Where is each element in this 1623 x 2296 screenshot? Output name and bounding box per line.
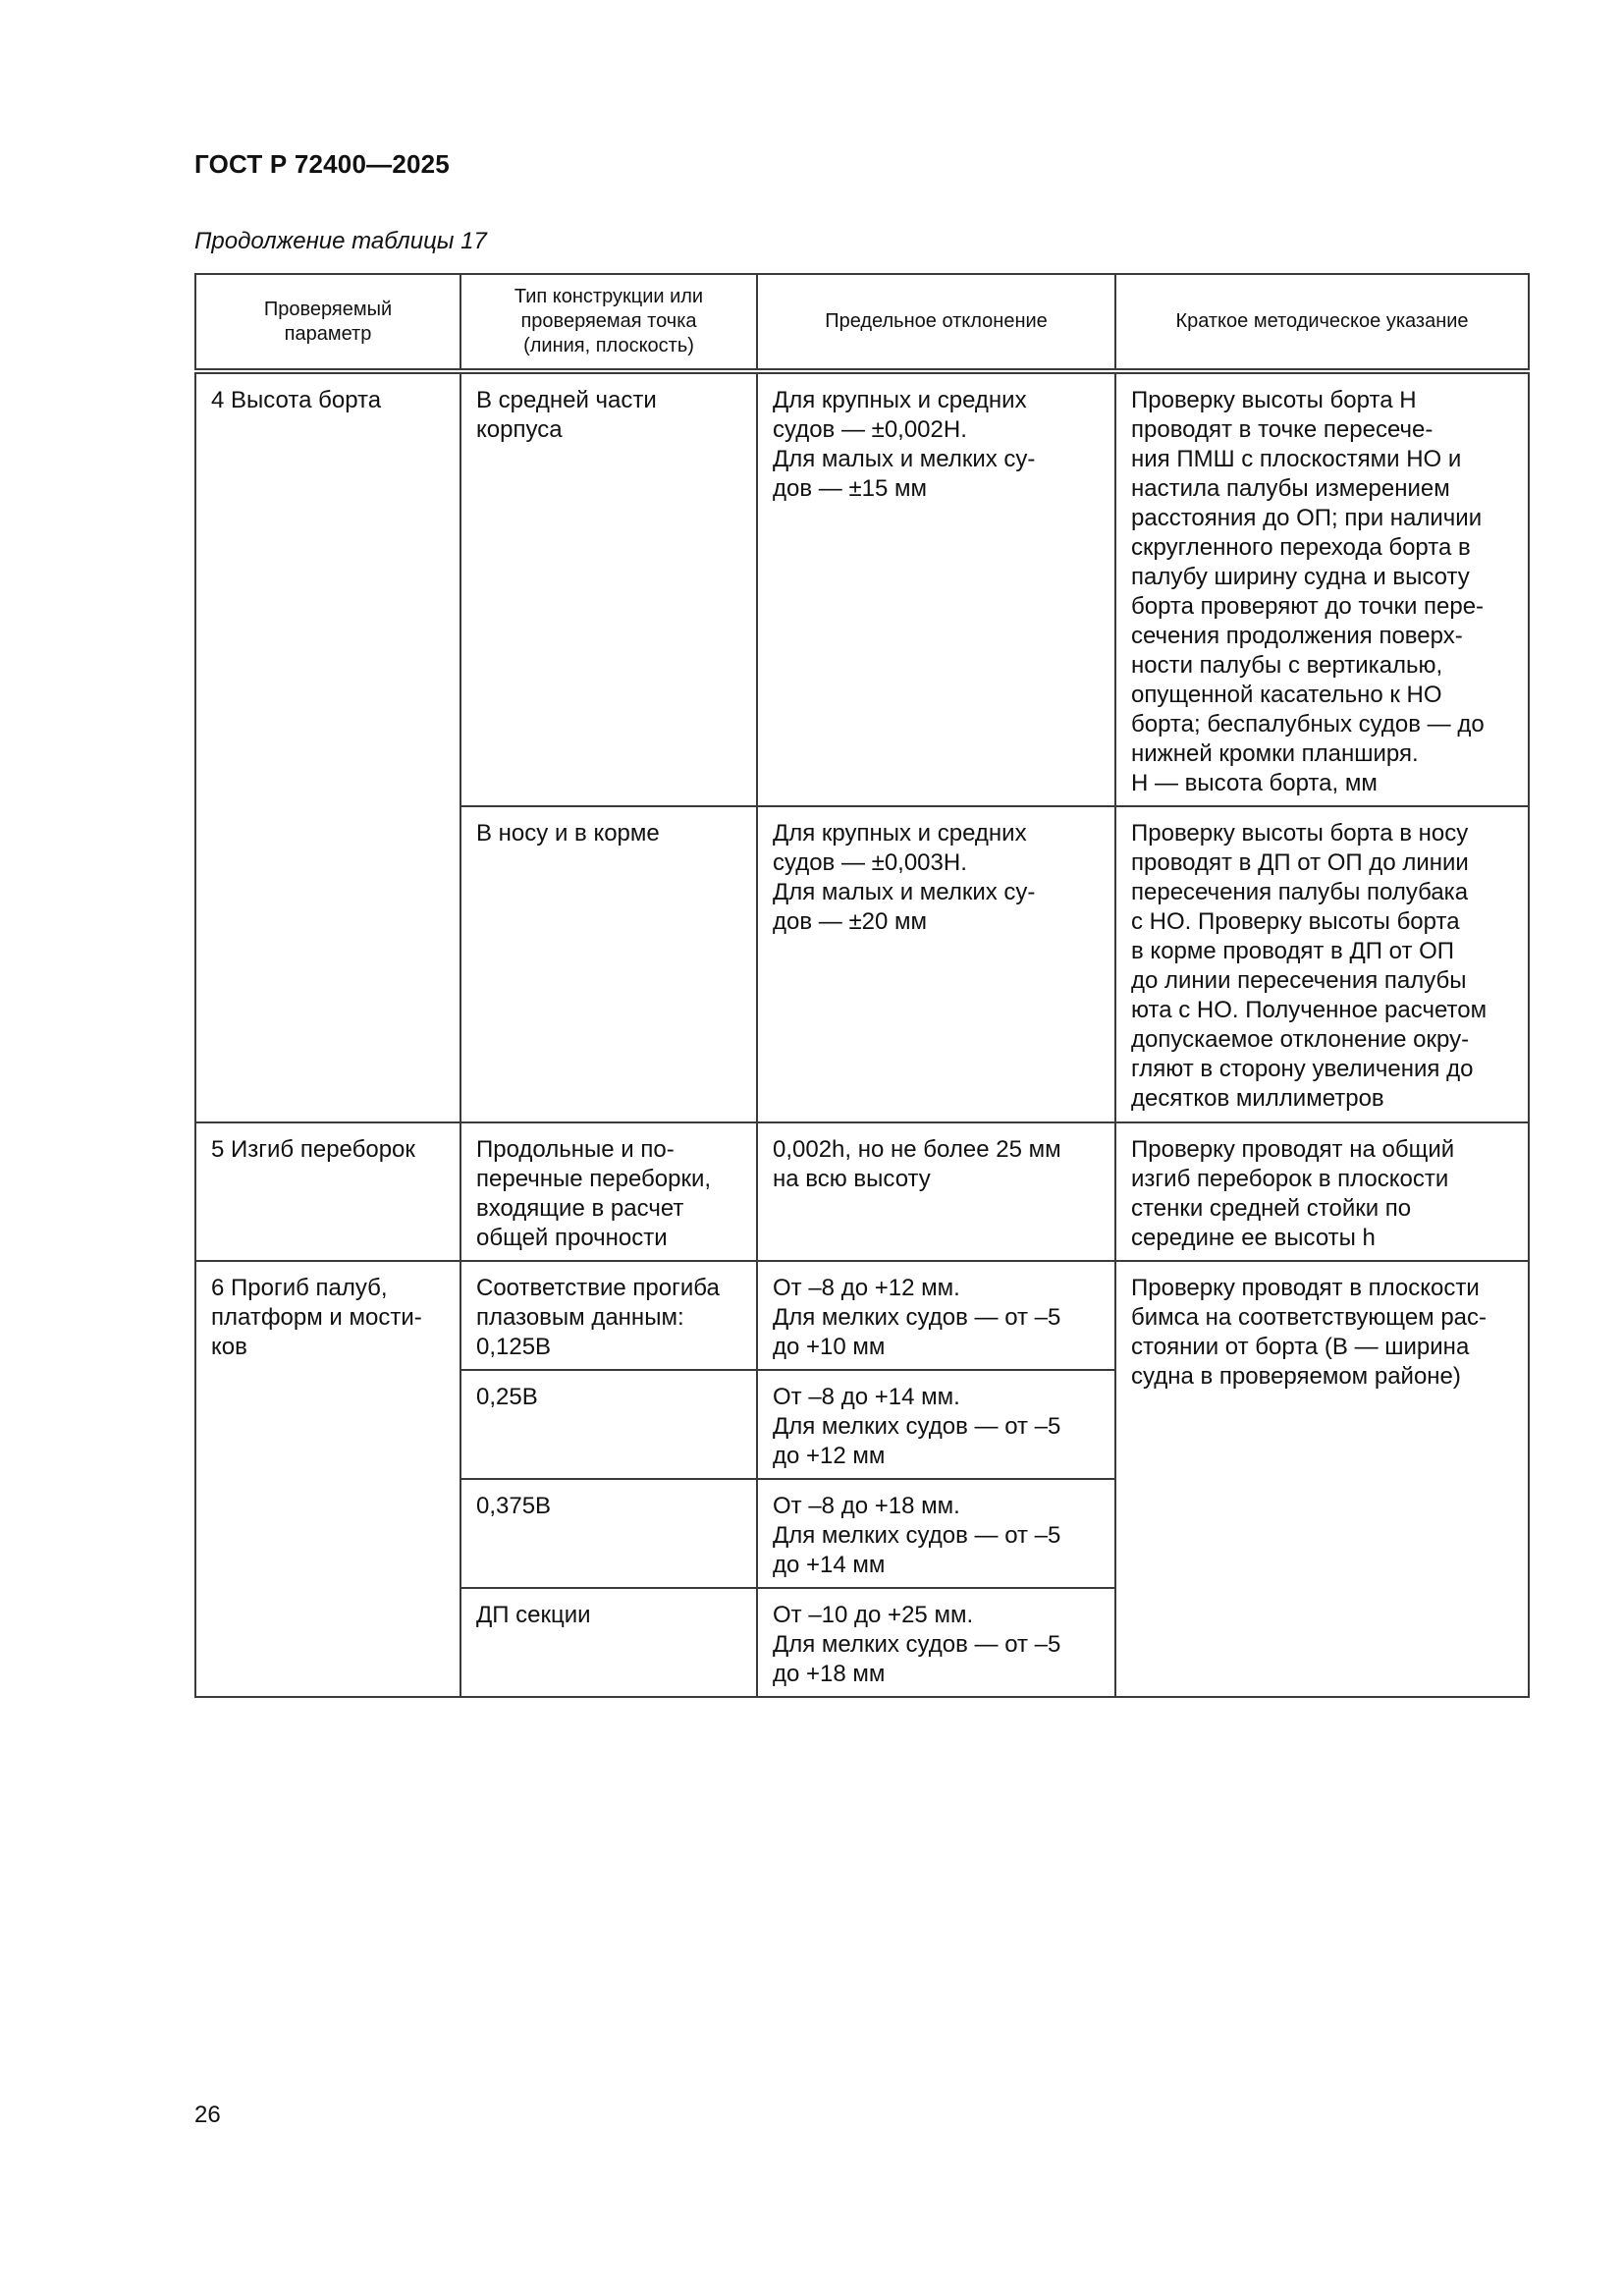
col-header-parameter: Проверяемый параметр: [195, 274, 460, 371]
table-row: [195, 1261, 1529, 1370]
method-note-cell: Проверку проводят в плоскости бимса на соответствующем рас- стоянии от борта (B — ширина судна в проверяемом районе): [1115, 1261, 1529, 1697]
tolerance-table: [194, 273, 1530, 1698]
construction-type-cell: В носу и в корме: [460, 806, 757, 1122]
deviation-cell: От –10 до +25 мм. Для мелких судов — от –5 до +18 мм: [757, 1588, 1115, 1697]
col-header-construction-type: Тип конструкции или проверяемая точка (линия, плоскость): [460, 274, 757, 371]
deviation-cell: Для крупных и средних судов — ±0,003H. Для малых и мелких су- дов — ±20 мм: [757, 806, 1115, 1122]
page-number: 26: [194, 2102, 221, 2128]
table-header-row: [195, 274, 1529, 371]
deviation-cell: От –8 до +12 мм. Для мелких судов — от –5 до +10 мм: [757, 1261, 1115, 1370]
parameter-cell: 6 Прогиб палуб, платформ и мости- ков: [195, 1261, 460, 1697]
deviation-cell: От –8 до +14 мм. Для мелких судов — от –5 до +12 мм: [757, 1370, 1115, 1479]
document-code: ГОСТ Р 72400—2025: [194, 149, 450, 179]
construction-type-cell: Продольные и по- перечные переборки, входящие в расчет общей прочности: [460, 1122, 757, 1261]
method-note-cell: Проверку высоты борта H проводят в точке пересече- ния ПМШ с плоскостями НО и настила палубы измерением расстояния до ОП; при наличии скругленного перехода борта в палубу ширину судна и высоту борта проверяют до точки пере- сечения продолжения поверх- ности палубы с вертикалью, опущенной касательно к НО борта; беспалубных судов — до нижней кромки планширя. H — высота борта, мм: [1115, 371, 1529, 806]
parameter-cell: 4 Высота борта: [195, 371, 460, 1122]
method-note-cell: Проверку высоты борта в носу проводят в ДП от ОП до линии пересечения палубы полубака с НО. Проверку высоты борта в корме проводят в ДП от ОП до линии пересечения палубы юта с НО. Полученное расчетом допускаемое отклонение окру- гляют в сторону увеличения до десятков миллиметров: [1115, 806, 1529, 1122]
method-note-cell: Проверку проводят на общий изгиб переборок в плоскости стенки средней стойки по середине ее высоты h: [1115, 1122, 1529, 1261]
parameter-cell: 5 Изгиб переборок: [195, 1122, 460, 1261]
construction-type-cell: ДП секции: [460, 1588, 757, 1697]
deviation-cell: От –8 до +18 мм. Для мелких судов — от –5 до +14 мм: [757, 1479, 1115, 1588]
construction-type-cell: Соответствие прогиба плазовым данным: 0,125B: [460, 1261, 757, 1370]
table-row: [195, 371, 1529, 806]
construction-type-cell: 0,375B: [460, 1479, 757, 1588]
table-caption: Продолжение таблицы 17: [194, 228, 487, 254]
col-header-limit-deviation: Предельное отклонение: [757, 274, 1115, 371]
table-row: [195, 1122, 1529, 1261]
col-header-method-note: Краткое методическое указание: [1115, 274, 1529, 371]
construction-type-cell: В средней части корпуса: [460, 371, 757, 806]
deviation-cell: Для крупных и средних судов — ±0,002H. Для малых и мелких су- дов — ±15 мм: [757, 371, 1115, 806]
deviation-cell: 0,002h, но не более 25 мм на всю высоту: [757, 1122, 1115, 1261]
construction-type-cell: 0,25B: [460, 1370, 757, 1479]
